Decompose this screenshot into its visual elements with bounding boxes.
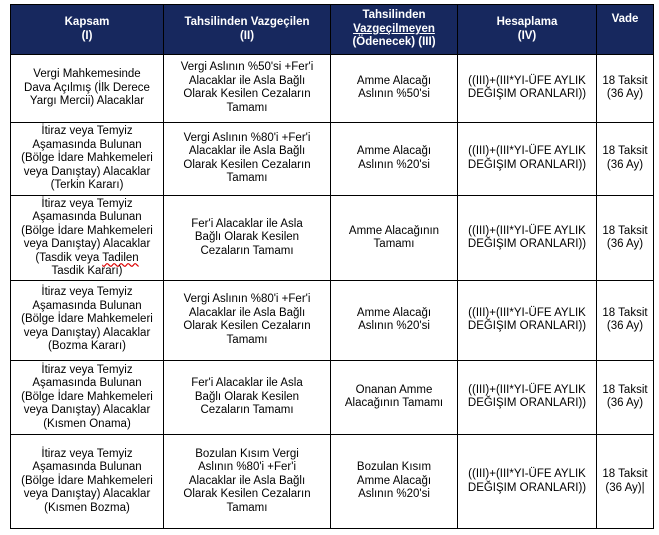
- table-row: [11, 435, 654, 529]
- cell-line: 18 Taksit: [602, 145, 648, 158]
- cell-line: Alacağının Tamamı: [344, 397, 444, 410]
- header-row: [11, 5, 654, 55]
- cell-line: Olarak Kesilen Cezaların: [183, 488, 311, 501]
- cell-line: Alacaklar ile Asla Bağlı: [188, 74, 306, 87]
- odenecek-cell: [331, 196, 458, 281]
- odenecek-cell: [331, 122, 458, 196]
- cell-line: Bozulan Kısım Vergi: [195, 447, 299, 460]
- cell-line: Cezaların Tamamı: [200, 244, 294, 257]
- odenecek-cell: [331, 55, 458, 123]
- cell-line: DEĞIŞIM ORANLARI)): [467, 158, 587, 171]
- cell-line: Bağlı Olarak Kesilen: [194, 390, 300, 403]
- cell-line: 18 Taksit: [602, 383, 648, 396]
- cell-line: ((III)+(III*YI-ÜFE AYLIK: [468, 224, 586, 237]
- cell-line: DEĞIŞIM ORANLARI)): [467, 320, 587, 333]
- hesaplama-cell: [458, 55, 597, 123]
- cell-line: Aslının %20'si: [358, 488, 430, 501]
- cell-line: (Kısmen Onama): [43, 417, 131, 430]
- vazgecilen-cell: [164, 55, 331, 123]
- cell-line: Alacaklar ile Asla Bağlı: [188, 474, 306, 487]
- cell-line: (36 Ay): [606, 320, 644, 333]
- header-kapsam-number: (I): [81, 29, 93, 42]
- cell-line: Vergi Aslının %50'si +Fer'i: [180, 61, 314, 74]
- cell-line: İtiraz veya Temyiz: [41, 447, 133, 460]
- hesaplama-cell: [458, 435, 597, 529]
- cell-line: Dava Açılmış (İlk Derece: [24, 81, 150, 94]
- header-vazgecilen-number: (II): [239, 29, 255, 42]
- kapsam-cell: [11, 280, 164, 360]
- cell-line: (Terkin Kararı): [50, 179, 124, 192]
- cell-line: [15, 252, 159, 266]
- cell-line: 18 Taksit: [602, 224, 648, 237]
- cell-line: İtiraz veya Temyiz: [41, 197, 133, 210]
- cell-text: (Tasdik veya: [35, 251, 103, 264]
- hesaplama-cell: [458, 122, 597, 196]
- cell-line: Alacaklar ile Asla Bağlı: [188, 145, 306, 158]
- cell-line: Aşamasında Bulunan: [32, 461, 142, 474]
- kapsam-cell: [11, 360, 164, 435]
- header-vazgecilmeyen-line1: Tahsilinden: [362, 9, 426, 22]
- vade-cell: [597, 122, 654, 196]
- odenecek-cell: [331, 360, 458, 435]
- cell-line: Fer'i Alacaklar ile Asla: [191, 377, 303, 390]
- cell-line: Olarak Kesilen Cezaların: [183, 88, 311, 101]
- cell-line: veya Danıştay) Alacaklar: [23, 238, 151, 251]
- cell-line: Aslının %20'si: [358, 320, 430, 333]
- cell-line: veya Danıştay) Alacaklar: [23, 404, 151, 417]
- cell-line: (36 Ay): [606, 88, 644, 101]
- cell-line: (36 Ay): [606, 397, 644, 410]
- cell-line: (Bölge İdare Mahkemeleri: [21, 224, 153, 237]
- cell-line: DEĞIŞIM ORANLARI)): [467, 481, 587, 494]
- cell-line: 18 Taksit: [602, 74, 648, 87]
- cell-line: Vergi Aslının %80'i +Fer'i: [183, 293, 311, 306]
- table-row: [11, 360, 654, 435]
- cell-line: Yargı Mercii) Alacaklar: [29, 95, 145, 108]
- odenecek-cell: [331, 280, 458, 360]
- vazgecilen-cell: [164, 196, 331, 281]
- header-vazgecilmeyen-line3: (Ödenecek) (III): [352, 36, 436, 49]
- vade-cell: [597, 435, 654, 529]
- header-vazgecilen-title: Tahsilinden Vazgeçilen: [184, 16, 310, 28]
- cell-line: veya Danıştay) Alacaklar: [23, 488, 151, 501]
- cell-line: Onanan Amme: [355, 383, 433, 396]
- cell-line: (Kısmen Bozma): [44, 501, 130, 514]
- header-vade-title: Vade: [611, 13, 639, 25]
- vade-cell: [597, 196, 654, 281]
- cell-line: (36 Ay): [606, 158, 644, 171]
- table-row: [11, 122, 654, 196]
- cell-line: Vergi Mahkemesinde: [33, 68, 141, 81]
- cell-line: ((III)+(III*YI-ÜFE AYLIK: [468, 306, 586, 319]
- kapsam-cell: [11, 122, 164, 196]
- cell-line: Tamamı: [226, 172, 268, 185]
- cell-line: Tamamı: [373, 238, 415, 251]
- cell-line: veya Danıştay) Alacaklar: [23, 165, 151, 178]
- cell-line: (Bölge İdare Mahkemeleri: [21, 313, 153, 326]
- kapsam-cell: [11, 435, 164, 529]
- header-vazgecilen: [164, 5, 331, 55]
- vazgecilen-cell: [164, 435, 331, 529]
- cell-line: Aşamasında Bulunan: [32, 377, 142, 390]
- vade-cell: [597, 280, 654, 360]
- cell-line: Fer'i Alacaklar ile Asla: [191, 217, 303, 230]
- tax-settlement-table: [10, 4, 654, 529]
- cell-line: (36 Ay)|: [605, 481, 645, 494]
- kapsam-cell: [11, 196, 164, 281]
- cell-line: Tamamı: [226, 101, 268, 114]
- hesaplama-cell: [458, 196, 597, 281]
- cell-line: Aslının %50'si: [358, 88, 430, 101]
- cell-line: İtiraz veya Temyiz: [41, 286, 133, 299]
- vazgecilen-cell: [164, 280, 331, 360]
- cell-line: Aslının %20'si: [358, 158, 430, 171]
- header-hesaplama: [458, 5, 597, 55]
- cell-line: (Bölge İdare Mahkemeleri: [21, 390, 153, 403]
- cell-line: 18 Taksit: [602, 306, 648, 319]
- cell-line: Aşamasında Bulunan: [32, 211, 142, 224]
- header-vazgecilmeyen: [331, 5, 458, 55]
- cell-line: Tasdik Kararı): [51, 265, 123, 278]
- cell-line: Bağlı Olarak Kesilen: [194, 231, 300, 244]
- odenecek-cell: [331, 435, 458, 529]
- cell-line: ((III)+(III*YI-ÜFE AYLIK: [468, 74, 586, 87]
- cell-line: (Bozma Kararı): [48, 340, 126, 353]
- header-kapsam-title: Kapsam: [64, 16, 110, 28]
- cell-line: Aşamasında Bulunan: [32, 299, 142, 312]
- cell-line: ((III)+(III*YI-ÜFE AYLIK: [468, 145, 586, 158]
- vade-cell: [597, 55, 654, 123]
- table-row: [11, 280, 654, 360]
- hesaplama-cell: [458, 360, 597, 435]
- table-row: [11, 196, 654, 281]
- spellcheck-word: Tadilen: [102, 251, 139, 264]
- cell-line: 18 Taksit: [602, 468, 648, 481]
- cell-line: Tamamı: [226, 501, 268, 514]
- kapsam-cell: [11, 55, 164, 123]
- cell-line: Tamamı: [226, 333, 268, 346]
- table-row: [11, 55, 654, 123]
- header-hesaplama-number: (IV): [517, 29, 537, 42]
- cell-line: (Bölge İdare Mahkemeleri: [21, 474, 153, 487]
- header-kapsam: [11, 5, 164, 55]
- cell-line: (Bölge İdare Mahkemeleri: [21, 152, 153, 165]
- cell-line: Olarak Kesilen Cezaların: [183, 158, 311, 171]
- cell-line: DEĞIŞIM ORANLARI)): [467, 88, 587, 101]
- cell-line: ((III)+(III*YI-ÜFE AYLIK: [468, 383, 586, 396]
- cell-line: DEĞIŞIM ORANLARI)): [467, 397, 587, 410]
- cell-line: Aslının %80'i +Fer'i: [197, 461, 297, 474]
- cell-line: veya Danıştay) Alacaklar: [23, 326, 151, 339]
- cell-line: ((III)+(III*YI-ÜFE AYLIK: [468, 468, 586, 481]
- vazgecilen-cell: [164, 122, 331, 196]
- cell-line: Amme Alacağı: [356, 145, 432, 158]
- header-hesaplama-title: Hesaplama: [496, 16, 558, 28]
- cell-line: Cezaların Tamamı: [200, 404, 294, 417]
- cell-line: Bozulan Kısım: [356, 461, 432, 474]
- cell-line: Vergi Aslının %80'i +Fer'i: [183, 131, 311, 144]
- cell-line: Alacaklar ile Asla Bağlı: [188, 306, 306, 319]
- cell-line: İtiraz veya Temyiz: [41, 363, 133, 376]
- cell-line: DEĞIŞIM ORANLARI)): [467, 238, 587, 251]
- cell-line: Amme Alacağı: [356, 74, 432, 87]
- header-vazgecilmeyen-line2: Vazgeçilmeyen: [353, 22, 435, 35]
- cell-line: İtiraz veya Temyiz: [41, 125, 133, 138]
- hesaplama-cell: [458, 280, 597, 360]
- header-vade: [597, 5, 654, 55]
- cell-line: (36 Ay): [606, 238, 644, 251]
- vade-cell: [597, 360, 654, 435]
- cell-line: Amme Alacağının: [348, 224, 440, 237]
- vazgecilen-cell: [164, 360, 331, 435]
- cell-line: Amme Alacağı: [356, 474, 432, 487]
- cell-line: Amme Alacağı: [356, 306, 432, 319]
- cell-line: Aşamasında Bulunan: [32, 138, 142, 151]
- cell-line: Olarak Kesilen Cezaların: [183, 320, 311, 333]
